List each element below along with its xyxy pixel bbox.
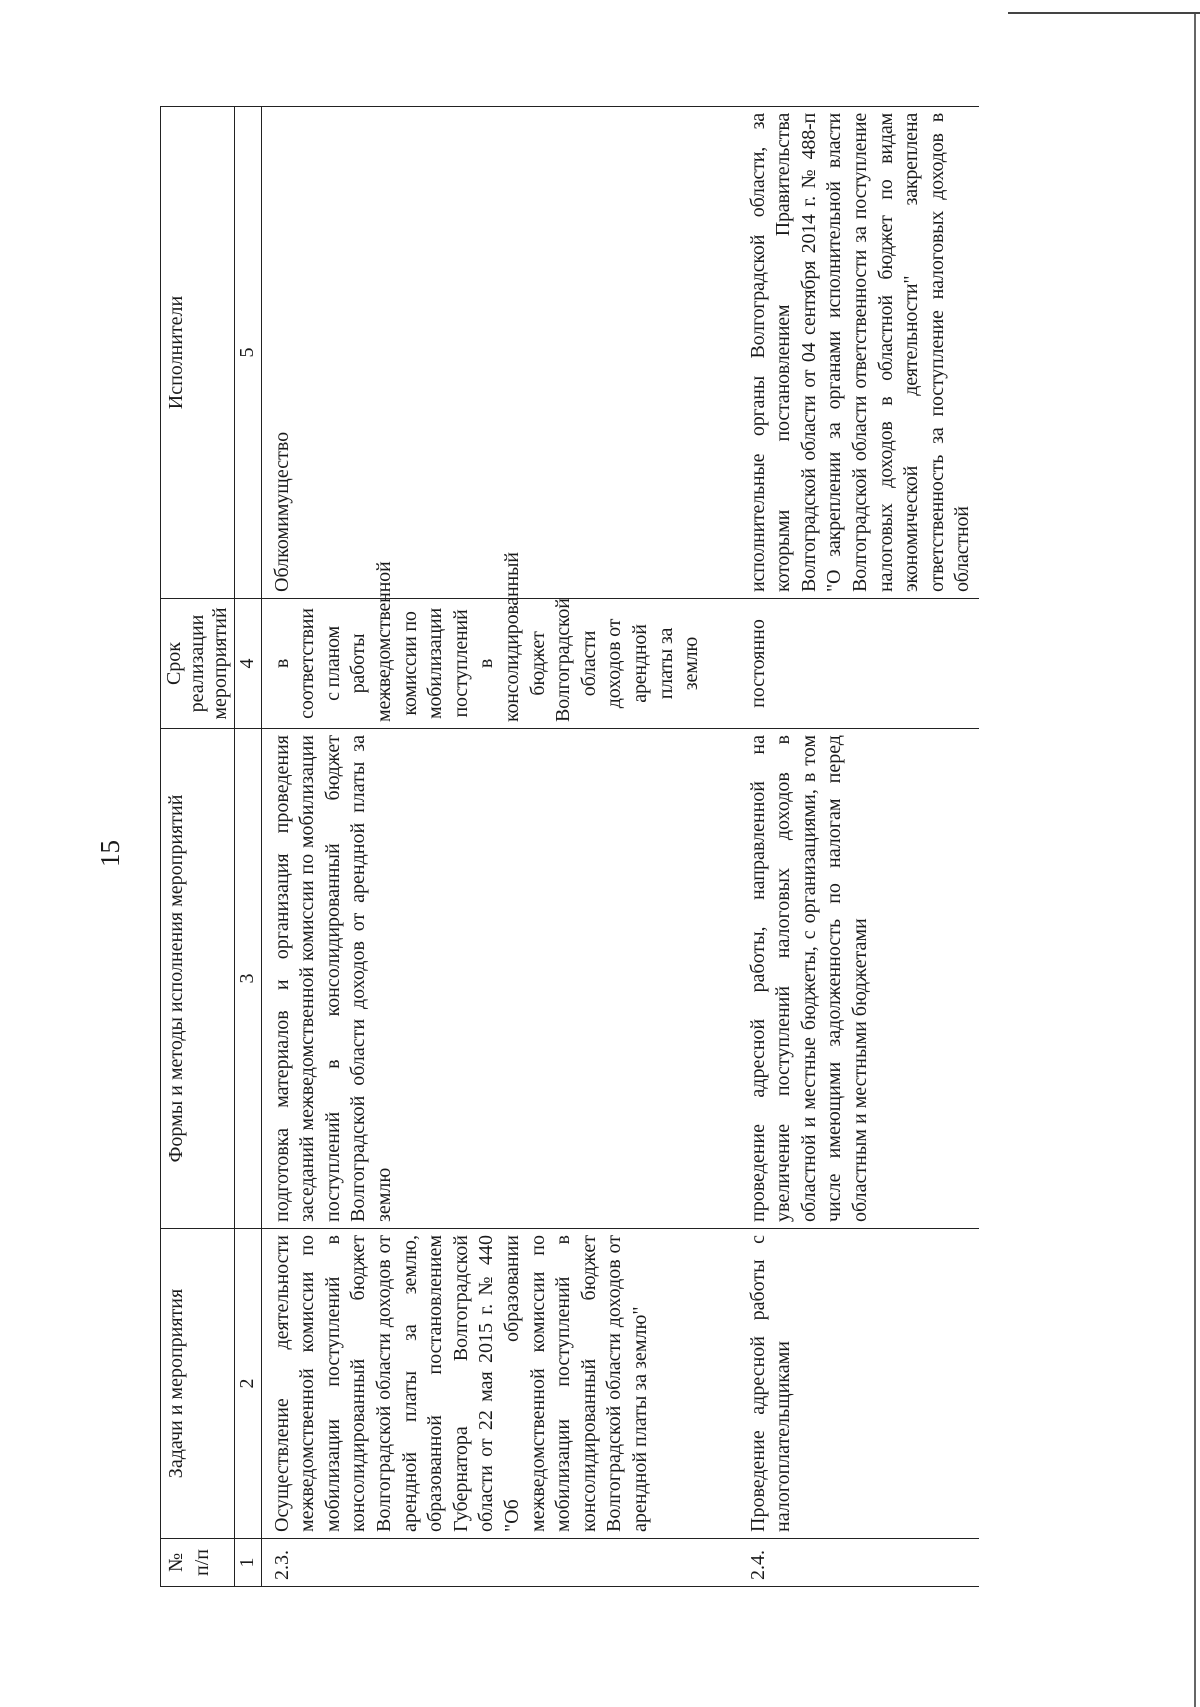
row-term: в соответствии с планом работы межведомственной комиссии по мобилизации поступлений в консолидированный бюджет Волгоградской области доходов от арендной платы за землю — [261, 599, 708, 729]
row-forms: подготовка материалов и организация проведения заседаний межведомственной комиссии по мобилизации поступлений в консолидированный бюджет Волгоградской области доходов от арендной платы за землю — [261, 729, 708, 1229]
row-forms: проведение адресной работы, направленной на увеличение поступлений налоговых доходов в областной и местные бюджеты, с организациями, в том числе имеющими задолженность по налогам перед областным и местными бюджетами — [708, 729, 979, 1229]
header-tasks: Задачи и мероприятия — [161, 1229, 235, 1539]
row-number: 2.4. — [708, 1539, 979, 1587]
row-executor: исполнительные органы Волгоградской области, за которыми постановлением Правительства Волгоградской области от 04 сентября 2014 г. № 488-п "О закреплении за органами исполнительной власти Волгоградской области ответственности за поступление налоговых доходов в областной бюджет по видам экономической деятельности" закреплена ответственность за поступление налоговых доходов в областной — [708, 107, 979, 599]
header-term: Срок реализации мероприятий — [161, 599, 235, 729]
header-forms: Формы и методы исполнения мероприятий — [161, 729, 235, 1229]
column-number-row — [235, 107, 262, 1587]
column-number: 1 — [235, 1539, 262, 1587]
row-task: Осуществление деятельности межведомственной комиссии по мобилизации поступлений в консолидированный бюджет Волгоградской области доходов от арендной платы за землю, образованной постановлением Губернатора Волгоградской области от 22 мая 2015 г. № 440 "Об образовании межведомственной комиссии по мобилизации поступлений в консолидированный бюджет Волгоградской области доходов от арендной платы за землю" — [261, 1229, 708, 1539]
column-number: 2 — [235, 1229, 262, 1539]
column-number: 5 — [235, 107, 262, 599]
table-header-row — [161, 107, 235, 1587]
row-number: 2.3. — [261, 1539, 708, 1587]
column-number: 3 — [235, 729, 262, 1229]
table-row — [708, 107, 979, 1587]
row-term: постоянно — [708, 599, 979, 729]
table-row — [261, 107, 708, 1587]
page-number: 15 — [95, 840, 125, 867]
row-executor: Облкомимущество — [261, 107, 708, 599]
column-number: 4 — [235, 599, 262, 729]
measures-table — [160, 106, 979, 1587]
row-task: Проведение адресной работы с налогоплательщиками — [708, 1229, 979, 1539]
header-num: № п/п — [161, 1539, 235, 1587]
header-executors: Исполнители — [161, 107, 235, 599]
